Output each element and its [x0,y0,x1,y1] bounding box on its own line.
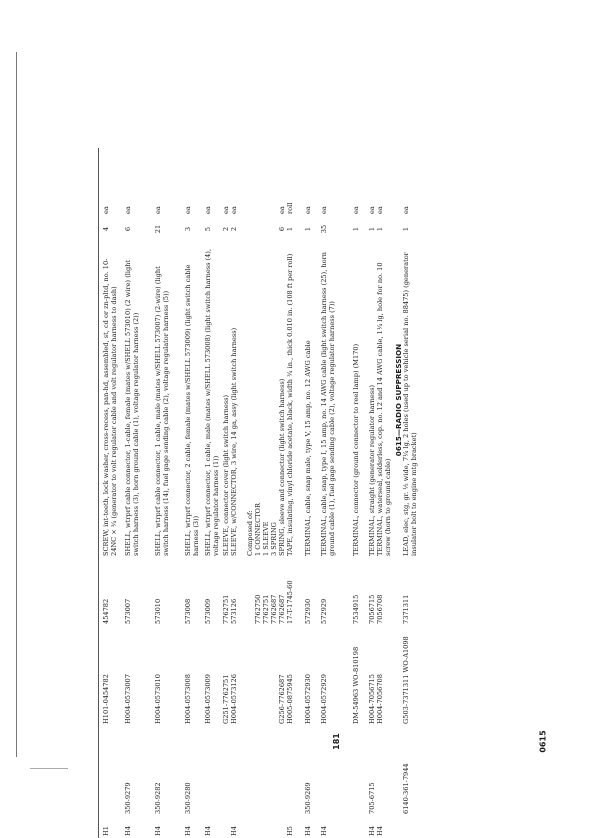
row-part-number: 7762751 [262,594,270,624]
row-description: SPRING, sleeve and connector (light switch harness) [278,378,286,556]
row-part-number: 572930 [304,598,312,624]
row-reference-number: H004-0573126 [230,674,238,724]
row-quantity: 2 [222,226,230,232]
row-part-number: 573126 [230,598,238,624]
row-description: SHELL, wtrprf cable connector, 1-cable, female (mates w/SHELL 573010) (2 wire) (light switch harness (3), horn ground cable (1), voltage regulator harness (2)) [124,259,141,556]
row-quantity: 6 [278,226,286,232]
row-part-number: 454782 [102,598,110,624]
row-unit: ea [102,206,110,214]
row-description: TERMINAL, waterseal, solderless, cop. no. 12 and 14 AWG cable, 1¼ lg, hole for no. 10 screw (horn to ground cable) [376,262,393,556]
row-reference-number: G503-7371311 WO-A1098 [402,636,410,724]
row-unit: ea [204,206,212,214]
row-quantity: 5 [204,226,212,232]
row-unit: ea [304,206,312,214]
row-reference-number: H005-0875945 [286,674,294,724]
row-part-number: 7371311 [402,594,410,624]
row-code: H5 [286,826,294,836]
row-quantity: 35 [320,224,328,234]
row-reference-number: H004-7056715 [368,674,376,724]
row-code: H1 [102,826,110,836]
row-description: SLEEVE, w/CONNECTOR, 3 wire, 14 ga, assy (light switch harness) [230,327,238,556]
row-unit: ea [222,206,230,214]
row-quantity: 1 [368,226,376,232]
row-quantity: 1 [286,226,294,232]
corner-mark [30,768,68,769]
row-description: Composed of: [246,510,254,556]
row-part-number: 573009 [204,598,212,624]
row-unit: ea [278,206,286,214]
row-part-number: 7762750 [254,594,262,624]
row-code: H4 [368,826,376,836]
row-quantity: 3 [184,226,192,232]
row-quantity: 6 [124,226,132,232]
row-description: TERMINAL, cable, snap male, type V, 15 amp, no. 12 AWG cable [304,340,312,556]
row-unit: ea [230,206,238,214]
row-quantity: 1 [352,226,360,232]
row-description: SLEEVE, connector cover (light switch harness) [222,394,230,556]
row-part-number: 7762687 [270,594,278,624]
row-stock-number: 705-6715 [368,782,376,814]
left-margin-rule [16,52,17,757]
row-part-number: 7534915 [352,594,360,624]
row-stock-number: 350-9280 [184,782,192,814]
page-number: 181 [331,733,341,750]
row-reference-number: H004-0572929 [320,674,328,724]
row-unit: ea [184,206,192,214]
section-number: 0615 [538,730,548,753]
row-code: H4 [376,826,384,836]
row-stock-number: 350-9269 [304,782,312,814]
row-reference-number: H004-0572930 [304,674,312,724]
row-code: H4 [230,826,238,836]
row-quantity: 1 [376,226,384,232]
row-part-number: 7056708 [376,594,384,624]
row-description: LEAD, elec, stg, gr. ½ wide, 7¼ lg, 2 holes (used up to vehicle serial no. 88475) (generator insulator bolt to engine mtg bracket) [402,252,419,556]
row-reference-number: H004-0573010 [154,674,162,724]
row-unit: ea [154,206,162,214]
row-description: TERMINAL, cable, snap, type I, 15 amp, no. 14 AWG cable (light switch harness (25), horn ground cable (1), fuel gage sending cable (2), voltage regulator harness (7)) [320,251,337,556]
row-unit: ea [402,206,410,214]
row-description: 3 SPRING [270,522,278,556]
row-quantity: 21 [154,224,162,234]
row-unit: roll [286,202,294,214]
row-reference-number: H004-0573009 [204,674,212,724]
row-reference-number: G251-7762751 [222,674,230,724]
row-description: SHELL, wtrprf connector, 2 cable, female (mates w/SHELL 573009) (light switch cable harness (3)) [184,264,201,556]
row-code: H4 [320,826,328,836]
row-description: 1 SLEEVE [262,521,270,556]
row-unit: ea [124,206,132,214]
row-unit: ea [352,206,360,214]
row-description: SHELL, wtrprf connector, 1 cable, male (mates w/SHELL 573008) (light switch harness (4), voltage regulator harness (1)) [204,248,221,556]
row-quantity: 1 [304,226,312,232]
row-reference-number: G256-7762687 [278,674,286,724]
section-heading: 0615—RADIO SUPPRESSION [394,343,403,457]
row-part-number: 17-T-1745-60 [286,580,294,624]
row-code: H4 [184,826,192,836]
row-reference-number: H004-7056708 [376,674,384,724]
row-code: H4 [124,826,132,836]
row-description: TERMINAL, connector (ground connector to reel lamp) (M170) [352,343,360,556]
row-reference-number: H101-0454782 [102,674,110,724]
row-part-number: 573008 [184,598,192,624]
row-part-number: 573010 [154,598,162,624]
row-unit: ea [368,206,376,214]
row-quantity: 1 [402,226,410,232]
row-unit: ea [376,206,384,214]
row-description: TERMINAL, straight (generator regulator harness) [368,384,376,556]
row-description: 1 CONNECTOR [254,503,262,556]
row-part-number: 7762687 [278,594,286,624]
row-part-number: 572929 [320,598,328,624]
row-unit: ea [320,206,328,214]
row-code: H4 [304,826,312,836]
row-stock-number: 350-9279 [124,782,132,814]
row-reference-number: DM-54963 WO-810198 [352,646,360,724]
row-part-number: 7762751 [222,594,230,624]
row-description: SHELL, wtrprf cable connector, 1 cable, male (mates w/SHELL 573007) (2-wire) (light switch harness (14), fuel gage sending cable (2), voltage regulator harness (5)) [154,266,171,556]
row-stock-number: 6140-361-7944 [402,763,410,814]
row-quantity: 4 [102,226,110,232]
row-description: TAPE, insulating, vinyl chloride acetate, black, width ¾ in., thick 0.010 in. (108 ft per roll) [286,253,294,556]
row-code: H4 [204,826,212,836]
row-part-number: 7056715 [368,594,376,624]
row-reference-number: H004-0573008 [184,674,192,724]
row-quantity: 2 [230,226,238,232]
table-top-rule [98,148,99,838]
row-part-number: 573007 [124,598,132,624]
row-reference-number: H004-0573007 [124,674,132,724]
row-code: H4 [154,826,162,836]
row-description: SCREW, int-teeth, lock washer, cross-recess, pan-hd, assembled, st, cd or zn-pltd, no. 10-24NC × ¾ (generator to volt regulator cable and volt regulator harness to dash) [102,258,119,556]
row-stock-number: 350-9282 [154,782,162,814]
